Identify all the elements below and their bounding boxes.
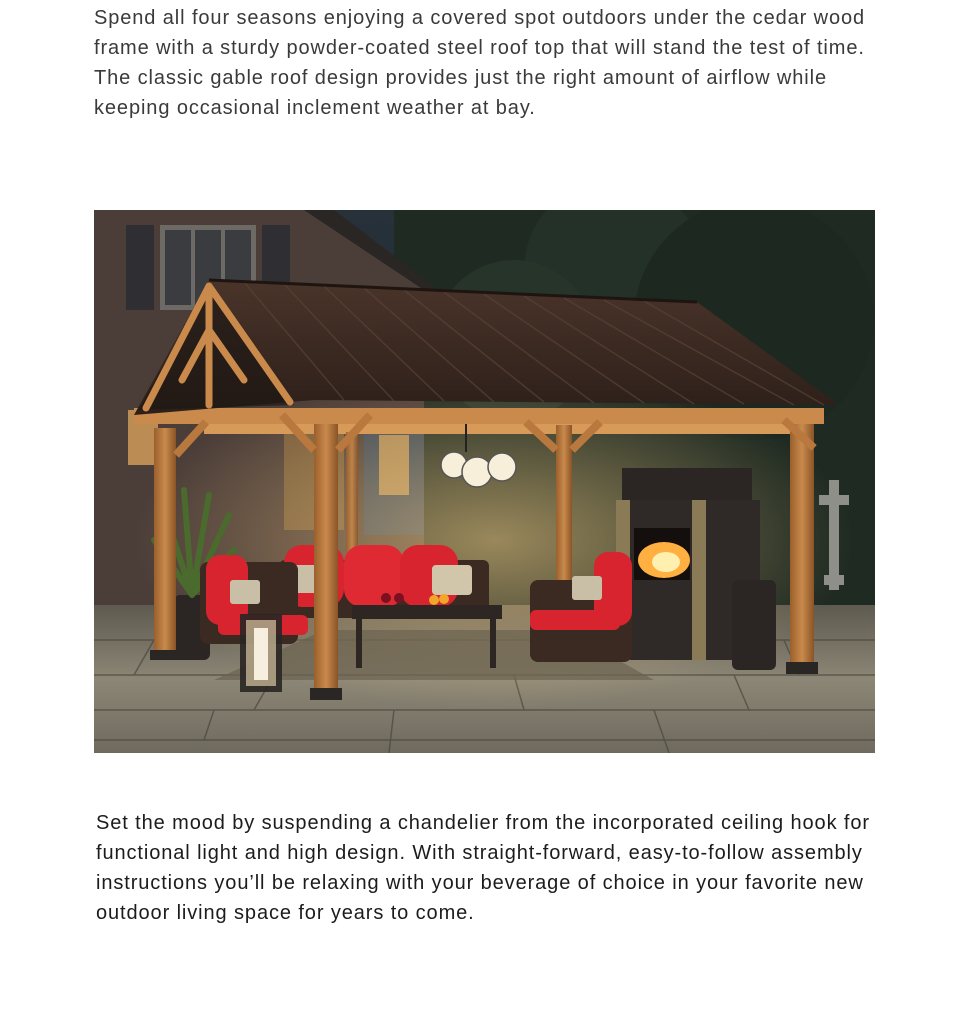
intro-paragraph: Spend all four seasons enjoying a covered spot outdoors under the cedar wood frame with a sturdy powder-coated steel roof top that will stand the test of time. The classic gable roof design provides just the right amount of airflow while keeping occasional inclement weather at bay.: [94, 7, 866, 119]
outro-paragraph: Set the mood by suspending a chandelier from the incorporated ceiling hook for functional light and high design. With straight-forward, easy-to-follow assembly instructions you’ll be relaxing with your beverage of choice in your favorite new outdoor living space for years to come.: [96, 812, 870, 924]
front-beam: [134, 408, 824, 424]
candle-lantern: [240, 614, 282, 692]
gazebo-photo: [94, 210, 875, 753]
front-post-right: [790, 420, 814, 672]
front-post-center: [314, 410, 338, 698]
planter-right: [732, 580, 776, 670]
front-post-left: [154, 428, 176, 658]
